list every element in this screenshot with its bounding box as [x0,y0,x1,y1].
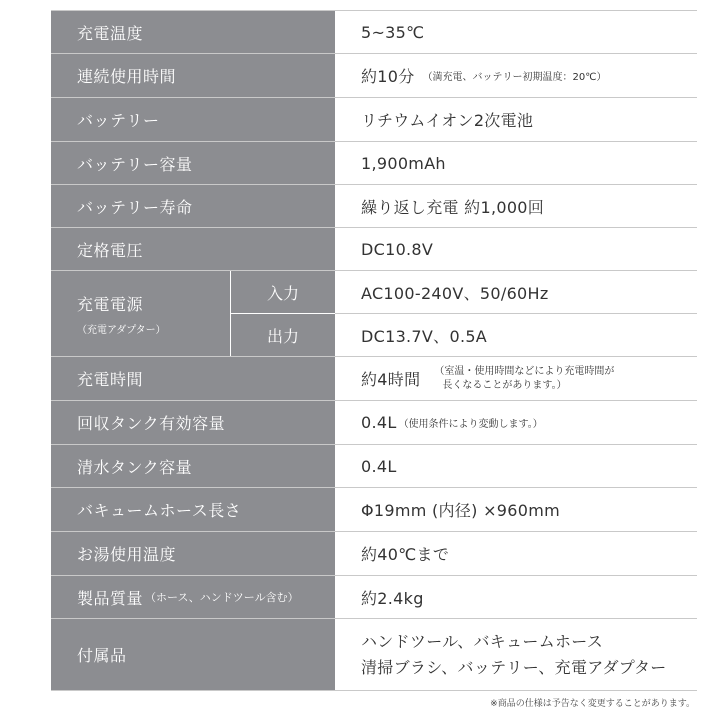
spec-value-text: 0.4L [361,413,397,432]
spec-label: 定格電圧 [51,228,335,270]
spec-value-input: AC100-240V、50/60Hz [335,271,697,314]
spec-row-power-source [51,271,697,357]
spec-note-line: 長くなることがあります。） [442,379,567,391]
spec-label: 充電時間 [51,357,335,400]
spec-value: 約2.4kg [335,576,697,618]
spec-value [335,619,697,690]
spec-values [335,271,697,356]
spec-value: 0.4L [335,445,697,487]
spec-value-line: 清掃ブラシ、バッテリー、充電アダプター [361,657,667,677]
spec-row-accessories [51,619,697,691]
spec-value: 繰り返し充電 約1,000回 [335,185,697,227]
spec-row-battery-capacity [51,142,697,185]
spec-label: 回収タンク有効容量 [51,401,335,444]
spec-row-product-weight [51,576,697,619]
spec-label: 清水タンク容量 [51,445,335,487]
spec-label: お湯使用温度 [51,532,335,575]
spec-label-text: 製品質量 [77,588,144,608]
spec-label: バッテリー容量 [51,142,335,184]
spec-label-sub: （ホース、ハンドツール含む） [145,591,299,604]
spec-label: 付属品 [51,619,335,690]
spec-label: 充電温度 [51,11,335,53]
spec-note: （使用条件により変動します。） [398,419,543,430]
footnote: ※商品の仕様は予告なく変更することがあります。 [490,699,695,709]
spec-table [51,10,697,691]
spec-sublabel-output: 出力 [231,314,335,356]
spec-label: バッテリー [51,98,335,141]
spec-label-sub: （充電アダプター） [77,324,166,336]
spec-row-recovery-tank [51,401,697,445]
spec-row-hose-length [51,488,697,532]
spec-value-output: DC13.7V、0.5A [335,314,697,356]
spec-row-continuous-use [51,54,697,98]
spec-value: 5~35℃ [335,11,697,53]
spec-row-battery [51,98,697,142]
spec-note: （満充電、バッテリー初期温度：20℃） [422,72,607,83]
spec-row-rated-voltage [51,228,697,271]
spec-row-clean-water-tank [51,445,697,488]
spec-value [335,401,697,444]
spec-label: 充電電源 [77,294,144,314]
spec-row-battery-life [51,185,697,228]
spec-value: 約40℃まで [335,532,697,575]
spec-label: 連続使用時間 [51,54,335,97]
spec-label: バッテリー寿命 [51,185,335,227]
spec-value-line: ハンドツール、バキュームホース [361,631,604,651]
spec-sublabel-input: 入力 [231,271,335,314]
spec-value: Φ19mm (内径) ×960mm [335,488,697,531]
spec-value [335,54,697,97]
spec-note [434,365,614,393]
spec-label [51,576,335,618]
spec-row-charging-temp [51,10,697,54]
spec-value: DC10.8V [335,228,697,270]
spec-label: バキュームホース長さ [51,488,335,531]
spec-row-hot-water-temp [51,532,697,576]
spec-value-text: 約10分 [361,67,415,86]
spec-value [335,357,697,400]
spec-value: リチウムイオン2次電池 [335,98,697,141]
spec-sublabels [231,271,335,356]
spec-value: 1,900mAh [335,142,697,184]
spec-note-line: （室温・使用時間などにより充電時間が [434,365,615,377]
spec-row-charging-time [51,357,697,401]
spec-value-text: 約4時間 [361,370,421,389]
spec-label-power-source [51,271,231,356]
